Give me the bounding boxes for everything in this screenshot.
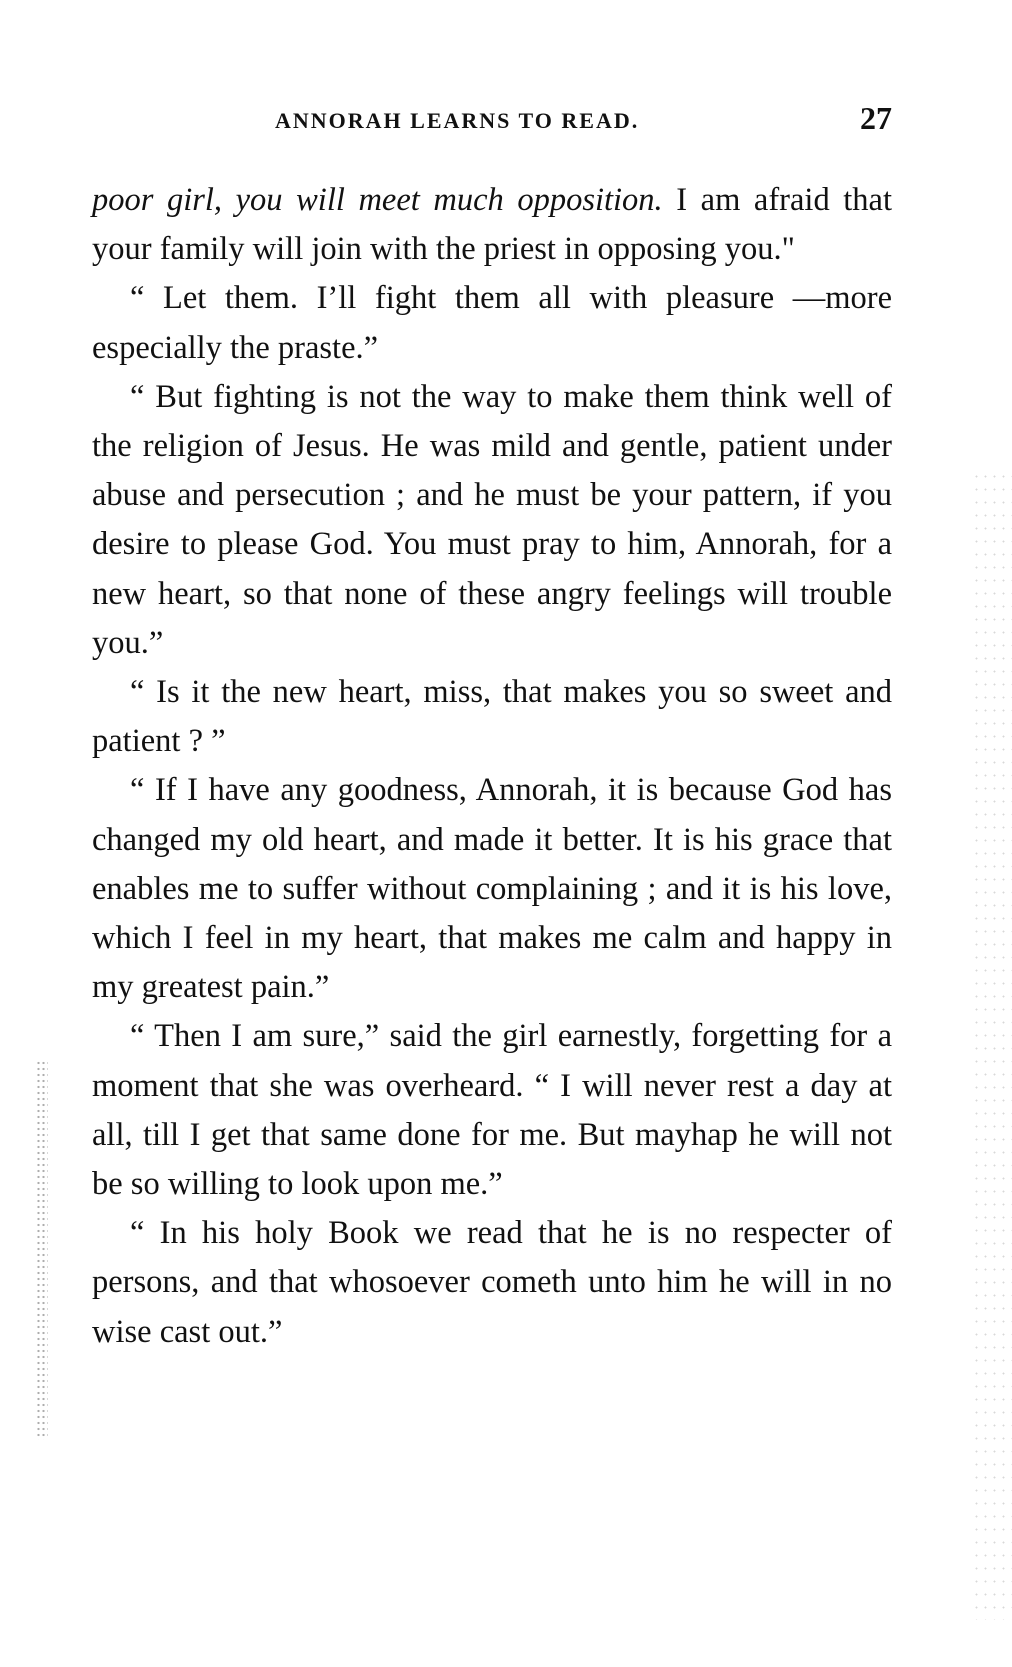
page-edge-speckle-right [972,470,1012,1620]
page-edge-speckle-left [36,1060,48,1440]
paragraph-7: “ In his holy Book we read that he is no respecter of persons, and that whosoever cometh unto him he will in no wise cast out.” [92,1215,892,1350]
paragraph-6: “ Then I am sure,” said the girl earnestly, forgetting for a moment that she was overheard. “ I will never rest a day at all, till I get that same done for me. But mayhap he will not be so willing to look upon me.” [92,1018,892,1203]
page-number: 27 [860,100,892,136]
running-title: ANNORAH LEARNS TO READ. [275,108,640,133]
paragraph-1-italic: poor girl, you will meet much opposition. [92,182,663,218]
body-text [92,176,892,1357]
paragraph-1 [92,176,892,274]
paragraph-5: “ If I have any goodness, Annorah, it is because God has changed my old heart, and made it better. It is his grace that enables me to suffer without complaining ; and it is his love, which I feel in my heart, that makes me calm and happy in my greatest pain.” [92,772,892,1006]
running-head [92,100,892,144]
paragraph-1-rest: I am afraid that your family will join with the priest in opposing you." [92,182,892,268]
paragraph-4: “ Is it the new heart, miss, that makes you so sweet and patient ? ” [92,674,892,760]
paragraph-3: “ But fighting is not the way to make them think well of the religion of Jesus. He was mild and gentle, patient under abuse and persecution ; and he must be your pattern, if you desire to please God. You must pray to him, Annorah, for a new heart, so that none of these angry feelings will trouble you.” [92,378,892,661]
paragraph-2: “ Let them. I’ll fight them all with pleasure —more especially the praste.” [92,280,892,366]
